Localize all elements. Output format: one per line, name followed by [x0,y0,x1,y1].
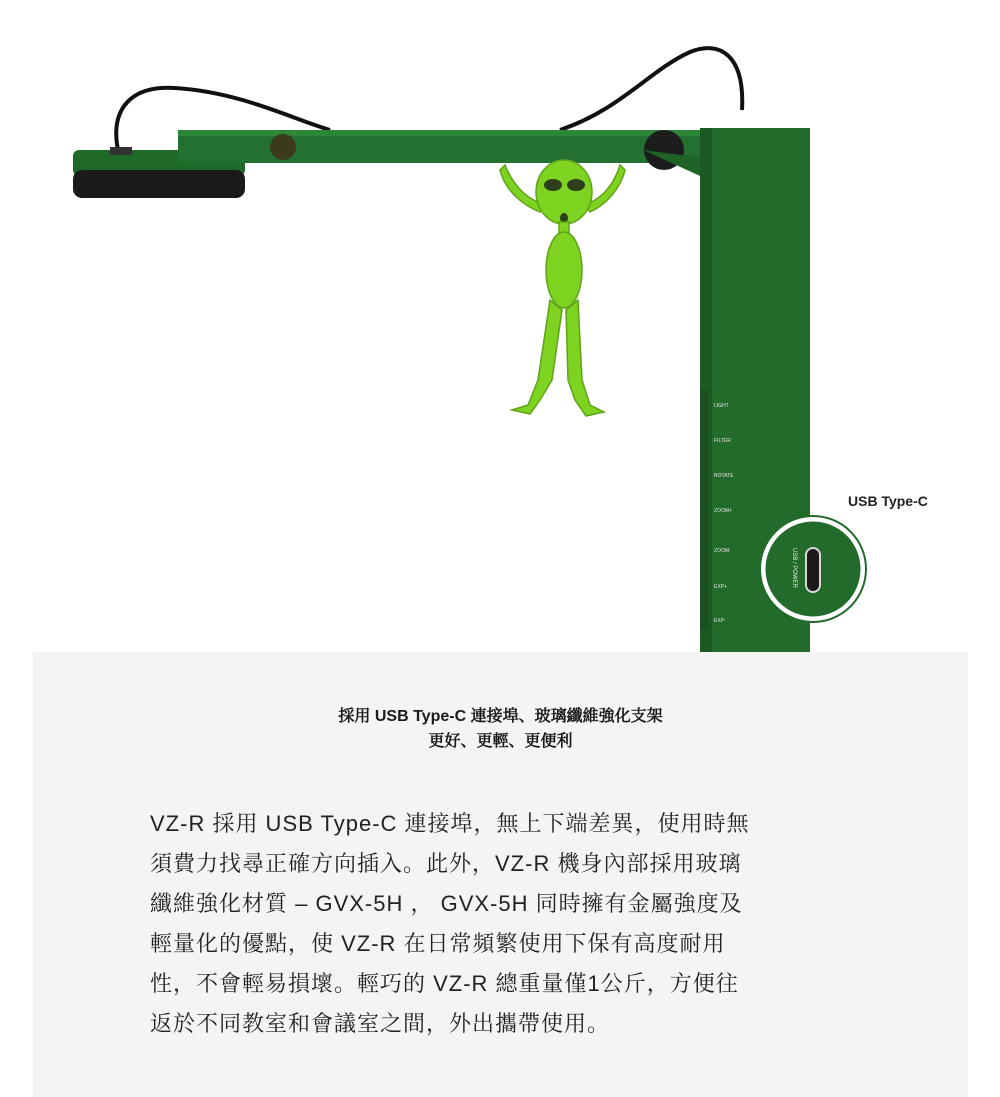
side-button-label: ZOOM+ [714,508,732,514]
description-line: VZ-R 採用 USB Type-C 連接埠，無上下端差異，使用時無 [150,811,750,836]
description-line: 性，不會輕易損壞。輕巧的 VZ-R 總重量僅1公斤，方便往 [150,971,739,996]
description-line: 須費力找尋正確方向插入。此外，VZ-R 機身內部採用玻璃 [150,851,742,876]
caption-line-2: 更好、更輕、更便利 [428,733,573,750]
side-button-label: ROTATE [714,473,734,479]
alien-figure [500,160,625,416]
usb-type-c-label: USB Type-C [848,493,928,509]
side-button-label: EXP+ [714,584,727,590]
description-line: 返於不同教室和會議室之間，外出攜帶使用。 [150,1011,611,1036]
side-button-label: LIGHT [714,403,729,409]
port-label: USB / POWER [791,548,797,589]
side-button-label: EXP- [714,618,726,624]
description-panel [33,652,968,1097]
usb-port-callout [760,516,866,622]
description-line: 纖維強化材質 – GVX-5H ， GVX-5H 同時擁有金屬強度及 [150,891,743,916]
description-text [150,804,850,1044]
caption [33,704,968,754]
side-button-label: ZOOM- [714,548,731,554]
arm [178,130,738,185]
caption-line-1: 採用 USB Type-C 連接埠、玻璃纖維強化支架 [338,708,663,725]
description-line: 輕量化的優點，使 VZ-R 在日常頻繁使用下保有高度耐用 [150,931,726,956]
side-button-label: FILTER [714,438,731,444]
